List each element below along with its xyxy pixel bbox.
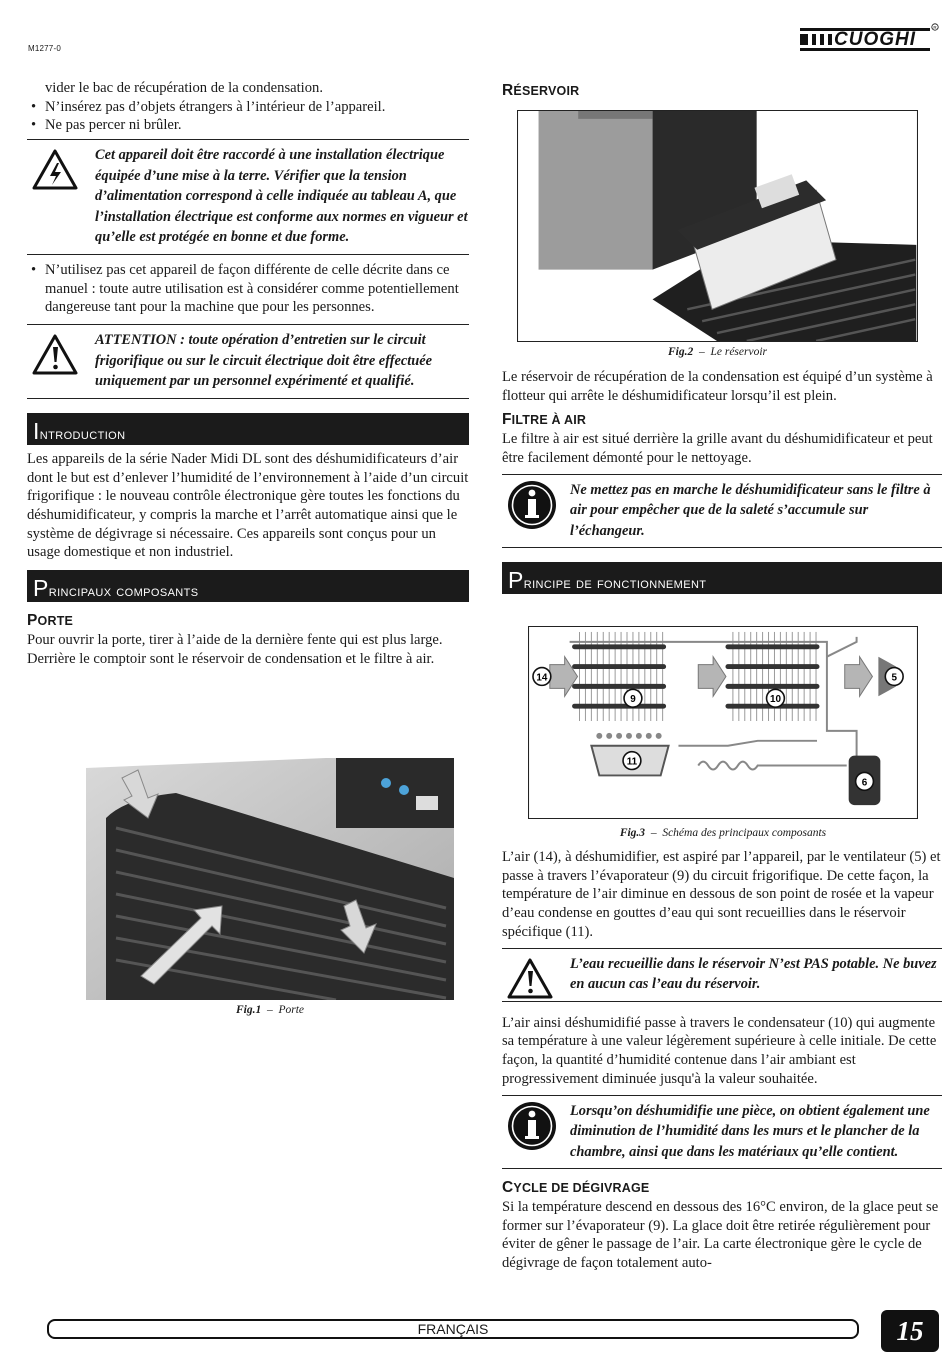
cuoghi-logo bbox=[798, 22, 940, 56]
language-footer: FRANÇAIS bbox=[47, 1319, 859, 1339]
reservoir-heading-block bbox=[502, 82, 942, 101]
page-number: 15 bbox=[881, 1310, 939, 1352]
left-column bbox=[27, 79, 469, 668]
reservoir-text: Le réservoir de récupération de la condensation est équipé d’un système à flotteur qui arrête le déshumidificateur lorsqu’il est plein. bbox=[502, 369, 933, 404]
svg-text:R: R bbox=[933, 25, 937, 30]
diagram-label: 5 bbox=[891, 672, 897, 684]
humidity-info-note bbox=[502, 1095, 942, 1170]
principe-heading: Principe de fonctionnement bbox=[502, 562, 942, 594]
list-item: • Ne pas percer ni brûler. bbox=[27, 116, 469, 135]
usage-list bbox=[27, 261, 469, 317]
intro-line: vider le bac de récupération de la condensation. bbox=[45, 80, 323, 96]
humidity-info-text: Lorsqu’on déshumidifie une pièce, on obtient également une diminution de l’humidité dans les murs et le plancher de la chambre, ainsi que dans les matériaux qu’elle contient. bbox=[570, 1102, 930, 1160]
filtre-text: Le filtre à air est situé derrière la grille avant du déshumidificateur et peut être facilement démonté pour le nettoyage. bbox=[502, 431, 933, 466]
list-item: • N’insérez pas d’objets étrangers à l’intérieur de l’appareil. bbox=[27, 98, 469, 117]
porte-text: Pour ouvrir la porte, tirer à l’aide de la dernière fente qui est plus large. Derrière le comptoir sont le réservoir de condensation et le filtre à air. bbox=[27, 631, 443, 667]
degivrage-text: Si la température descend en dessous des 16°C environ, de la glace peut se former sur l’évaporateur (9). La glace doit être retirée régulièrement pour éviter de gêner le passage de l’air. La carte électronique gère le cycle de dégivrage de façon totalement auto- bbox=[502, 1199, 939, 1272]
document-code: M1277-0 bbox=[28, 44, 61, 53]
diagram-label: 6 bbox=[861, 777, 868, 789]
porte-subheading: PORTE bbox=[27, 612, 74, 630]
principe-text-1: L’air (14), à déshumidifier, est aspiré par l’appareil, par le ventilateur (5) et passe à travers l’évaporateur (9) du circuit frigorifique. De cette façon, la température de l’air diminue en dessous de son point de rosée et la vapeur d’eau condense en gouttes d’eau qui sont recueillies dans le réservoir spécifique (11). bbox=[502, 849, 941, 940]
fig1-caption: Fig.1 – Porte bbox=[235, 1004, 305, 1016]
filter-info-note bbox=[502, 474, 942, 549]
diagram-label: 9 bbox=[630, 694, 636, 706]
fig2-caption: Fig.2 – Le réservoir bbox=[667, 346, 768, 358]
electric-warning-note bbox=[27, 139, 469, 255]
diagram-label: 14 bbox=[536, 672, 548, 684]
info-icon bbox=[506, 479, 558, 531]
principe-text-2: L’air ainsi déshumidifié passe à travers le condensateur (10) qui augmente sa température à une valeur légèrement supérieure à celle initiale. De cette façon, la quantité d’humidité contenue dans l’air ambiant est progressivement diminuée jusqu'à la valeur souhaitée. bbox=[502, 1014, 937, 1087]
filter-info-text: Ne mettez pas en marche le déshumidificateur sans le filtre à air pour empêcher que de la saleté s’accumule sur l’échangeur. bbox=[570, 481, 931, 539]
introduction-heading: Introduction bbox=[27, 413, 469, 445]
warning-icon bbox=[506, 957, 554, 1001]
right-column-upper bbox=[502, 368, 942, 594]
diagram-label: 10 bbox=[769, 694, 781, 706]
reservoir-figure-image bbox=[517, 110, 918, 342]
maintenance-warning-text: ATTENTION : toute opération d’entretien sur le circuit frigorifique ou sur le circuit électrique doit être effectuée uniquement par un personnel expérimenté et qualifié. bbox=[95, 332, 433, 390]
degivrage-subheading: CYCLE DE DÉGIVRAGE bbox=[502, 1179, 650, 1197]
safety-list bbox=[27, 98, 469, 135]
warning-icon bbox=[31, 333, 79, 377]
door-figure-image bbox=[86, 758, 454, 1000]
right-column-lower bbox=[502, 848, 942, 1273]
info-icon bbox=[506, 1100, 558, 1152]
reservoir-subheading: RÉSERVOIR bbox=[502, 82, 580, 99]
electrical-hazard-icon bbox=[31, 148, 79, 192]
diagram-label: 11 bbox=[626, 756, 638, 768]
introduction-text: Les appareils de la série Nader Midi DL sont des déshumidificateurs d’air dont le but est d’enlever l’humidité de l’environnement à l’aide d’un circuit frigorifique : le nouveau contrôle électronique gère toutes les fonctions du déshumidificateur, y compris la marche et l’arrêt automatique ainsi que le système de dégivrage si nécessaire. Ces appareils sont conçus pour un usage domestique et non industriel. bbox=[27, 450, 469, 561]
components-heading: Principaux composants bbox=[27, 570, 469, 602]
filtre-subheading: FILTRE À AIR bbox=[502, 411, 587, 429]
fig3-caption: Fig.3 – Schéma des principaux composants bbox=[619, 827, 827, 839]
water-warning-note bbox=[502, 948, 942, 1002]
electric-warning-text: Cet appareil doit être raccordé à une installation électrique équipée d’une mise à la terre. Vérifier que la tension d’alimentation correspond à celle indiquée au tableau A, que l’installation électrique est conforme aux normes en vigueur et qu’elle est protégée en bonne et due forme. bbox=[95, 147, 468, 246]
svg-text:CUOGHI: CUOGHI bbox=[834, 29, 916, 50]
refrigeration-diagram bbox=[528, 626, 918, 819]
water-warning-text: L’eau recueillie dans le réservoir N’est PAS potable. Ne buvez en aucun cas l’eau du réservoir. bbox=[570, 955, 937, 993]
maintenance-warning-note bbox=[27, 324, 469, 399]
list-item: • N’utilisez pas cet appareil de façon différente de celle décrite dans ce manuel : toute autre utilisation est à considérer comme potentiellement dangereuse tant pour la machine que pour les personnes. bbox=[27, 261, 469, 317]
